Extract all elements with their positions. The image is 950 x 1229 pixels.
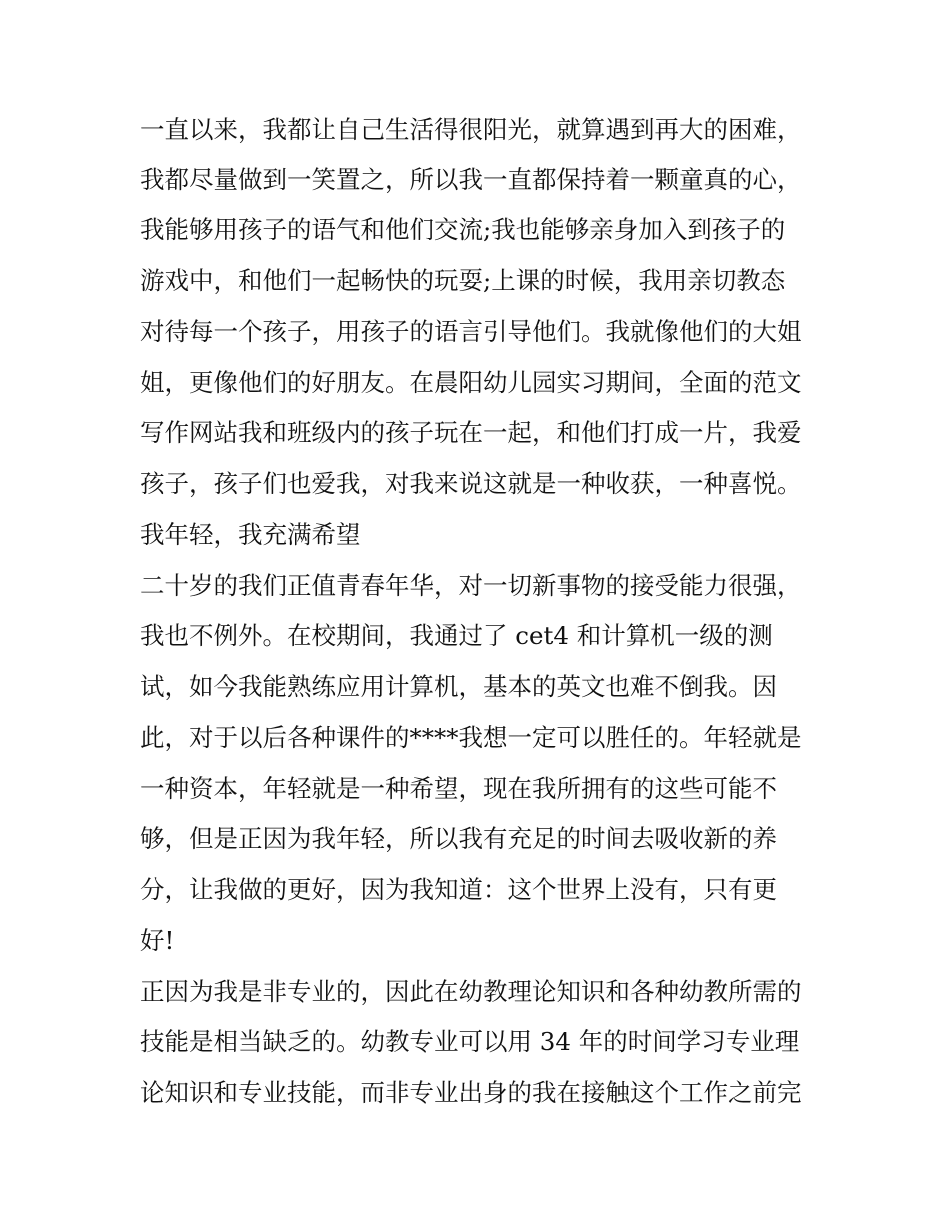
text-line: 我能够用孩子的语气和他们交流;我也能够亲身加入到孩子的 — [140, 215, 786, 244]
text-line: 姐，更像他们的好朋友。在晨阳幼儿园实习期间，全面的范文 — [140, 368, 802, 397]
text-line: 孩子，孩子们也爱我，对我来说这就是一种收获，一种喜悦。 — [140, 469, 802, 498]
text-line: 写作网站我和班级内的孩子玩在一起，和他们打成一片，我爱 — [140, 418, 802, 447]
text-line: 正因为我是非专业的，因此在幼教理论知识和各种幼教所需的 — [140, 977, 802, 1006]
text-line: 一种资本，年轻就是一种希望，现在我所拥有的这些可能不 — [140, 774, 777, 803]
text-line: 对待每一个孩子，用孩子的语言引导他们。我就像他们的大姐 — [140, 317, 802, 346]
text-line: 我都尽量做到一笑置之，所以我一直都保持着一颗童真的心， — [140, 165, 802, 194]
text-line: 技能是相当缺乏的。幼教专业可以用 34 年的时间学习专业理 — [140, 1027, 800, 1056]
text-line: 二十岁的我们正值青春年华，对一切新事物的接受能力很强， — [140, 571, 802, 600]
text-line: 试，如今我能熟练应用计算机，基本的英文也难不倒我。因 — [140, 672, 777, 701]
text-line: 好! — [140, 926, 175, 955]
text-line: 一直以来，我都让自己生活得很阳光，就算遇到再大的困难， — [140, 115, 802, 144]
text-line: 分，让我做的更好，因为我知道：这个世界上没有，只有更 — [140, 875, 777, 904]
text-line: 够，但是正因为我年轻，所以我有充足的时间去吸收新的养 — [140, 824, 777, 853]
text-line: 此，对于以后各种课件的****我想一定可以胜任的。年轻就是 — [140, 723, 802, 752]
text-line: 游戏中，和他们一起畅快的玩耍;上课的时候，我用亲切教态 — [140, 266, 786, 295]
text-line: 我也不例外。在校期间，我通过了 cet4 和计算机一级的测 — [140, 621, 773, 650]
section-heading: 我年轻，我充满希望 — [140, 520, 361, 549]
text-line: 论知识和专业技能，而非专业出身的我在接触这个工作之前完 — [140, 1078, 802, 1107]
